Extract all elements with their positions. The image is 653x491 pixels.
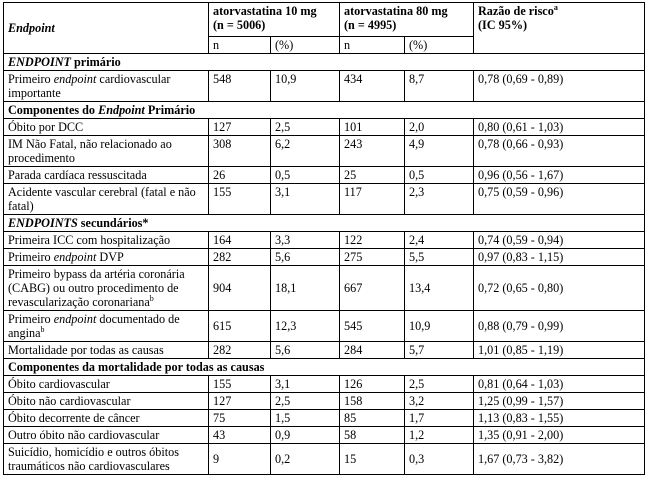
cell-risk-ratio: 0,78 (0,66 - 0,93) xyxy=(474,136,645,167)
cell-n-10mg: 127 xyxy=(209,393,271,410)
cell-n-10mg: 282 xyxy=(209,249,271,266)
cell-n-10mg: 308 xyxy=(209,136,271,167)
cell-risk-ratio: 0,75 (0,59 - 0,96) xyxy=(474,184,645,215)
header-risk-label: Razão de risco xyxy=(478,4,554,18)
section-row xyxy=(4,359,645,376)
header-risk-footnote: a xyxy=(553,2,558,12)
row-label: Óbito não cardiovascular xyxy=(4,393,209,410)
section-label: Componentes da mortalidade por todas as causas xyxy=(4,359,645,376)
table-row xyxy=(4,444,645,475)
cell-pct-10mg: 1,5 xyxy=(271,410,340,427)
table-row xyxy=(4,136,645,167)
cell-pct-80mg: 1,7 xyxy=(405,410,474,427)
subheader-pct-80mg: (%) xyxy=(405,37,474,54)
header-group-80mg-n: (n = 4995) xyxy=(344,18,397,32)
cell-pct-80mg: 13,4 xyxy=(405,266,474,311)
row-label: Primeiro bypass da artéria coronária (CABG) ou outro procedimento de revascularização coronariana$^b$ xyxy=(4,266,209,311)
row-label: Outro óbito não cardiovascular xyxy=(4,427,209,444)
cell-pct-80mg: 2,0 xyxy=(405,119,474,136)
row-label: Óbito por DCC xyxy=(4,119,209,136)
row-label: Parada cardíaca ressuscitada xyxy=(4,167,209,184)
cell-pct-10mg: 12,3 xyxy=(271,311,340,342)
cell-n-80mg: 243 xyxy=(340,136,405,167)
cell-n-10mg: 155 xyxy=(209,376,271,393)
row-label: IM Não Fatal, não relacionado ao procedimento xyxy=(4,136,209,167)
header-group-10mg-n: (n = 5006) xyxy=(213,18,266,32)
cell-pct-80mg: 3,2 xyxy=(405,393,474,410)
section-row xyxy=(4,215,645,232)
table-row xyxy=(4,393,645,410)
header-endpoint: Endpoint xyxy=(4,3,209,54)
cell-n-80mg: 545 xyxy=(340,311,405,342)
header-group-80mg xyxy=(340,3,474,37)
row-label: Primeiro endpoint DVP xyxy=(4,249,209,266)
section-row xyxy=(4,102,645,119)
cell-n-10mg: 282 xyxy=(209,342,271,359)
cell-pct-80mg: 4,9 xyxy=(405,136,474,167)
cell-risk-ratio: 0,81 (0,64 - 1,03) xyxy=(474,376,645,393)
table-row xyxy=(4,71,645,102)
cell-pct-10mg: 5,6 xyxy=(271,342,340,359)
cell-pct-80mg: 2,5 xyxy=(405,376,474,393)
cell-pct-80mg: 1,2 xyxy=(405,427,474,444)
cell-n-80mg: 275 xyxy=(340,249,405,266)
row-label: Primeiro endpoint cardiovascular importante xyxy=(4,71,209,102)
subheader-n-80mg: n xyxy=(340,37,405,54)
cell-n-10mg: 548 xyxy=(209,71,271,102)
table-row xyxy=(4,266,645,311)
table-row xyxy=(4,410,645,427)
table-row xyxy=(4,249,645,266)
cell-n-10mg: 127 xyxy=(209,119,271,136)
header-group-80mg-label: atorvastatina 80 mg xyxy=(344,4,448,18)
cell-n-80mg: 101 xyxy=(340,119,405,136)
footnote-marker: b xyxy=(40,324,45,334)
cell-n-80mg: 284 xyxy=(340,342,405,359)
cell-pct-10mg: 10,9 xyxy=(271,71,340,102)
cell-n-80mg: 434 xyxy=(340,71,405,102)
cell-n-10mg: 155 xyxy=(209,184,271,215)
cell-risk-ratio: 1,35 (0,91 - 2,00) xyxy=(474,427,645,444)
cell-pct-10mg: 3,3 xyxy=(271,232,340,249)
subheader-pct-10mg: (%) xyxy=(271,37,340,54)
cell-n-10mg: 9 xyxy=(209,444,271,475)
row-label: Acidente vascular cerebral (fatal e não fatal) xyxy=(4,184,209,215)
cell-pct-10mg: 0,2 xyxy=(271,444,340,475)
table-row xyxy=(4,342,645,359)
footnote-marker: b xyxy=(149,293,154,303)
cell-n-80mg: 58 xyxy=(340,427,405,444)
cell-n-10mg: 75 xyxy=(209,410,271,427)
cell-pct-80mg: 8,7 xyxy=(405,71,474,102)
row-label: Suicídio, homicídio e outros óbitos traumáticos não cardiovasculares xyxy=(4,444,209,475)
cell-risk-ratio: 1,01 (0,85 - 1,19) xyxy=(474,342,645,359)
cell-n-10mg: 164 xyxy=(209,232,271,249)
cell-pct-10mg: 2,5 xyxy=(271,119,340,136)
cell-risk-ratio: 1,13 (0,83 - 1,55) xyxy=(474,410,645,427)
cell-n-80mg: 25 xyxy=(340,167,405,184)
cell-pct-80mg: 5,5 xyxy=(405,249,474,266)
cell-risk-ratio: 0,97 (0,83 - 1,15) xyxy=(474,249,645,266)
subheader-n-10mg: n xyxy=(209,37,271,54)
cell-pct-80mg: 0,5 xyxy=(405,167,474,184)
cell-pct-10mg: 6,2 xyxy=(271,136,340,167)
header-group-10mg-label: atorvastatina 10 mg xyxy=(213,4,317,18)
cell-pct-10mg: 0,5 xyxy=(271,167,340,184)
cell-n-80mg: 126 xyxy=(340,376,405,393)
cell-pct-10mg: 18,1 xyxy=(271,266,340,311)
cell-pct-10mg: 3,1 xyxy=(271,184,340,215)
header-risk-ratio xyxy=(474,3,645,54)
cell-risk-ratio: 0,78 (0,69 - 0,89) xyxy=(474,71,645,102)
cell-n-80mg: 122 xyxy=(340,232,405,249)
cell-pct-10mg: 3,1 xyxy=(271,376,340,393)
header-group-10mg xyxy=(209,3,340,37)
cell-risk-ratio: 0,74 (0,59 - 0,94) xyxy=(474,232,645,249)
cell-n-80mg: 158 xyxy=(340,393,405,410)
cell-pct-10mg: 2,5 xyxy=(271,393,340,410)
cell-pct-80mg: 2,3 xyxy=(405,184,474,215)
cell-n-10mg: 904 xyxy=(209,266,271,311)
table-row xyxy=(4,167,645,184)
cell-n-80mg: 85 xyxy=(340,410,405,427)
table-row xyxy=(4,427,645,444)
cell-n-10mg: 43 xyxy=(209,427,271,444)
row-label: Óbito cardiovascular xyxy=(4,376,209,393)
table-row xyxy=(4,376,645,393)
row-label: Mortalidade por todas as causas xyxy=(4,342,209,359)
row-label: Óbito decorrente de câncer xyxy=(4,410,209,427)
cell-n-80mg: 117 xyxy=(340,184,405,215)
cell-risk-ratio: 0,96 (0,56 - 1,67) xyxy=(474,167,645,184)
section-label: Componentes do Endpoint Primário xyxy=(4,102,645,119)
cell-risk-ratio: 1,25 (0,99 - 1,57) xyxy=(474,393,645,410)
section-label: ENDPOINTS secundários* xyxy=(4,215,645,232)
cell-n-80mg: 667 xyxy=(340,266,405,311)
header-risk-ci: (IC 95%) xyxy=(478,18,528,32)
section-label: ENDPOINT primário xyxy=(4,54,645,71)
section-row xyxy=(4,54,645,71)
cell-n-80mg: 15 xyxy=(340,444,405,475)
cell-risk-ratio: 0,88 (0,79 - 0,99) xyxy=(474,311,645,342)
cell-risk-ratio: 0,80 (0,61 - 1,03) xyxy=(474,119,645,136)
row-label: Primeiro endpoint documentado de angina$^b$ xyxy=(4,311,209,342)
endpoint-results-table xyxy=(3,2,645,475)
cell-pct-80mg: 2,4 xyxy=(405,232,474,249)
table-row xyxy=(4,119,645,136)
cell-pct-80mg: 5,7 xyxy=(405,342,474,359)
cell-pct-10mg: 5,6 xyxy=(271,249,340,266)
cell-risk-ratio: 1,67 (0,73 - 3,82) xyxy=(474,444,645,475)
table-row xyxy=(4,311,645,342)
row-label: Primeira ICC com hospitalização xyxy=(4,232,209,249)
cell-n-10mg: 26 xyxy=(209,167,271,184)
cell-pct-10mg: 0,9 xyxy=(271,427,340,444)
table-row xyxy=(4,184,645,215)
cell-n-10mg: 615 xyxy=(209,311,271,342)
table-row xyxy=(4,232,645,249)
cell-risk-ratio: 0,72 (0,65 - 0,80) xyxy=(474,266,645,311)
cell-pct-80mg: 10,9 xyxy=(405,311,474,342)
cell-pct-80mg: 0,3 xyxy=(405,444,474,475)
